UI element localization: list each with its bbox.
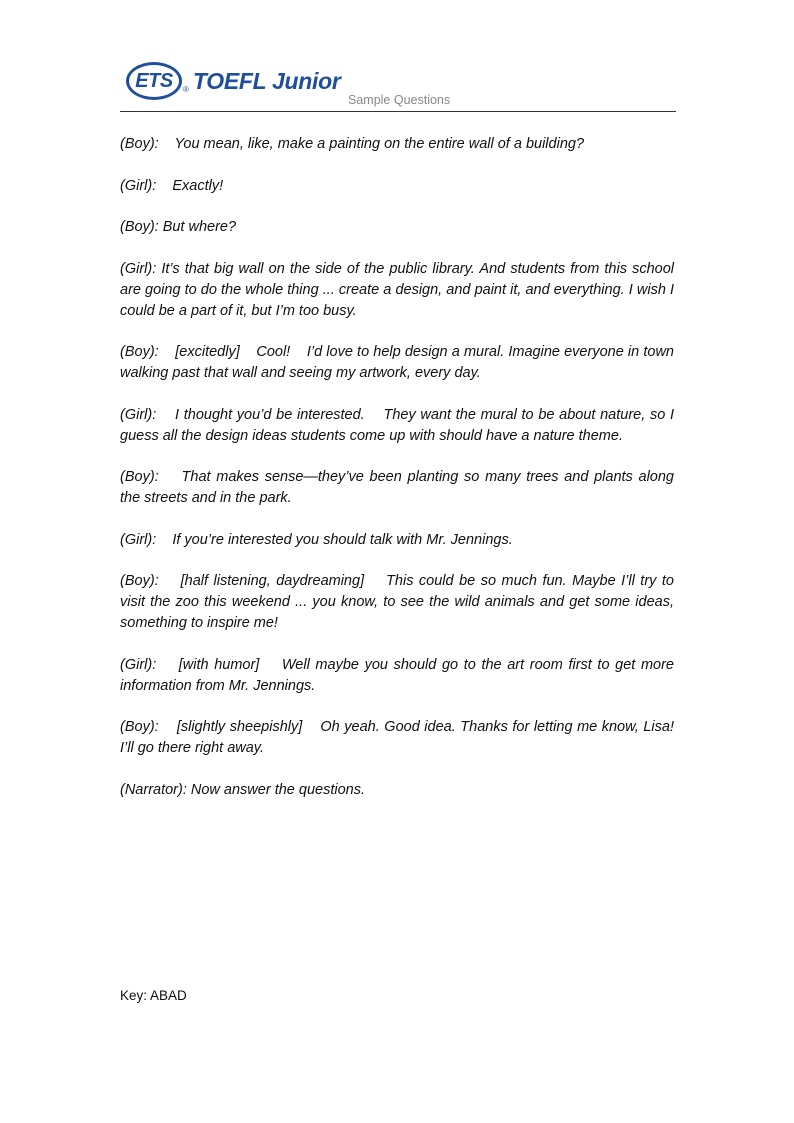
ets-logo-text: ETS <box>135 69 173 92</box>
transcript-line: (Boy): [slightly sheepishly] Oh yeah. Good idea. Thanks for letting me know, Lisa! I’ll go there right away. <box>120 719 674 756</box>
transcript-line: (Girl): [with humor] Well maybe you should go to the art room first to get more information from Mr. Jennings. <box>120 656 674 694</box>
transcript-line: (Boy): [excitedly] Cool! I’d love to help design a mural. Imagine everyone in town walking past that wall and seeing my artwork, every day. <box>120 344 674 381</box>
header-divider <box>120 111 676 112</box>
transcript-line: (Boy): You mean, like, make a painting on the entire wall of a building? <box>120 136 585 152</box>
page-header <box>120 58 676 112</box>
answer-key: Key: ABAD <box>120 988 187 1003</box>
transcript-line: (Boy): That makes sense—they’ve been planting so many trees and plants along the streets and in the park. <box>120 469 674 506</box>
transcript-line: (Girl): I thought you’d be interested. They want the mural to be about nature, so I guess all the design ideas students come up with should have a nature theme. <box>120 406 674 444</box>
transcript-line: (Boy): [half listening, daydreaming] This could be so much fun. Maybe I’ll try to visit the zoo this weekend ... you know, to see the wild animals and get some ideas, something to inspire me! <box>120 573 674 631</box>
transcript-line: (Girl): Exactly! <box>120 177 224 194</box>
ets-toefl-junior-logo <box>126 58 341 104</box>
toefl-junior-wordmark: TOEFL Junior <box>192 67 341 94</box>
transcript-line: (Girl): If you’re interested you should talk with Mr. Jennings. <box>120 531 513 548</box>
transcript-line: (Boy): But where? <box>120 219 237 235</box>
header-subtitle: Sample Questions <box>348 93 451 107</box>
transcript-line: (Narrator): Now answer the questions. <box>120 781 365 798</box>
transcript-line: (Girl): It’s that big wall on the side of the public library. And students from this school are going to do the whole thing ... create a design, and paint it, and everything. I wish I could be a part of it, but I’m too busy. <box>120 260 674 319</box>
registered-mark: ® <box>183 84 189 94</box>
ets-logo-mark <box>126 62 182 100</box>
transcript <box>120 134 674 821</box>
